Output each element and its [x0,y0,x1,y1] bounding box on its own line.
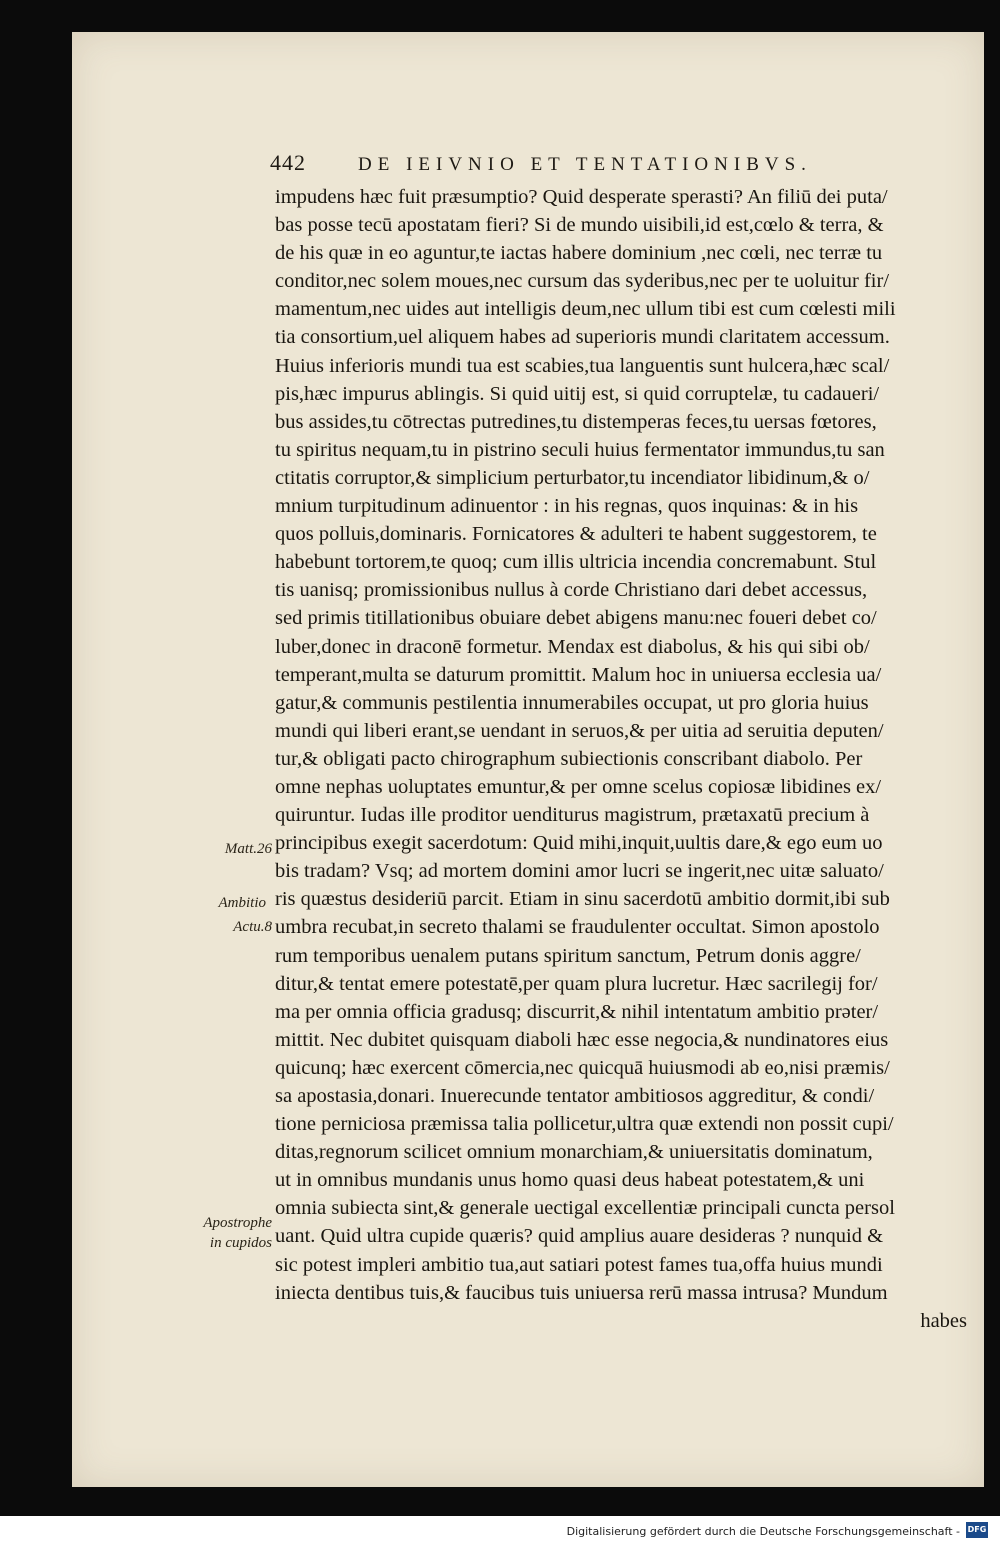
text-line: tione perniciosa præmissa talia pollicetur,ultra quæ extendi non possit cupi/ [275,1113,894,1136]
text-line: de his quæ in eo aguntur,te iactas habere dominium ,nec cœli, nec terræ tu [275,242,883,265]
margin-note-ambitio: Ambitio [218,895,266,911]
text-line: quiruntur. Iudas ille proditor uenditurus magistrum, prætaxatū precium à [275,804,870,827]
text-line: quicunq; hæc exercent cōmercia,nec quicquā huiusmodi ab eo,nisi præmis/ [275,1056,890,1079]
text-line: omne nephas uoluptates emuntur,& per omne scelus copiosæ libidines ex/ [275,775,882,798]
margin-note-matt: Matt.26 [224,841,272,857]
text-line: ctitatis corruptor,& simplicium perturbator,tu incendiator libidinum,& o/ [275,466,870,489]
digitization-credit: Digitalisierung gefördert durch die Deutsche Forschungsgemeinschaft - [566,1525,960,1538]
text-line: tia consortium,uel aliquem habes ad superioris mundi claritatem accessum. [275,326,890,349]
text-line: luber,donec in draconē formetur. Mendax est diabolus, & his qui sibi ob/ [275,635,870,658]
text-line: habebunt tortorem,te quoq; cum illis ultricia incendia concremabunt. Stul [275,551,877,574]
text-line: tur,& obligati pacto chirographum subiectionis conscribant diabolo. Per [275,747,863,770]
text-line: pis,hæc impurus ablingis. Si quid uitij est, si quid corruptelæ, tu cadaueri/ [275,382,880,405]
text-line: sed primis titillationibus obuiare debet abigens manu:nec foueri debet co/ [275,607,877,630]
text-line: bas posse tecū apostatam fieri? Si de mundo uisibili,id est,cœlo & terra, & [275,214,884,237]
dfg-logo: DFG [966,1522,988,1538]
text-line: mamentum,nec uides aut intelligis deum,nec ullum tibi est cum cœlesti mili [275,298,896,321]
text-line: ditur,& tentat emere potestatē,per quam plura lucretur. Hæc sacrilegij for/ [275,972,878,995]
text-line: ditas,regnorum scilicet omnium monarchiam,& uniuersitatis dominatum, [275,1141,873,1164]
text-line: quos polluis,dominaris. Fornicatores & adulteri te habent suggestorem, te [275,523,877,546]
margin-note-actu: Actu.8 [233,919,272,935]
text-line: mnium turpitudinum adinuentor : in his regnas, quos inquinas: & in his [275,495,859,518]
folio-number: 442 [270,150,306,175]
text-line: uant. Quid ultra cupide quæris? quid amplius auare desideras ? nunquid & [275,1225,884,1248]
body-text [275,183,967,1335]
text-line: iniecta dentibus tuis,& faucibus tuis uniuersa rerū massa intrusa? Mundum [275,1281,888,1304]
text-line: gatur,& communis pestilentia innumerabiles occupat, ut pro gloria huius [275,691,869,714]
text-line: umbra recubat,in secreto thalami se fraudulenter occultat. Simon apostolo [275,916,880,939]
text-line: impudens hæc fuit præsumptio? Quid desperate sperasti? An filiū dei puta/ [275,186,888,208]
text-line: mittit. Nec dubitet quisquam diaboli hæc esse negocia,& nundinatores eius [275,1028,889,1051]
text-line: tis uanisq; promissionibus nullus à corde Christiano dari debet accessus, [275,579,868,602]
text-line: ut in omnibus mundanis unus homo quasi deus habeat potestatem,& uni [275,1169,865,1192]
text-line: rum temporibus uenalem putans spiritum sanctum, Petrum donis aggre/ [275,944,861,967]
text-line: mundi qui liberi erant,se uendant in seruos,& per uitia ad seruitia deputen/ [275,719,884,742]
text-line: sa apostasia,donari. Inuerecunde tentator ambitiosos aggreditur, & condi/ [275,1085,875,1107]
running-title: DE IEIVNIO ET TENTATIONIBVS. [358,154,812,175]
text-line: sic potest impleri ambitio tua,aut satiari potest fames tua,offa huius mundi [275,1253,883,1276]
text-line: bis tradam? Vsq; ad mortem domini amor lucri se ingerit,nec uitæ saluato/ [275,860,884,883]
text-line: ma per omnia officia gradusq; discurrit,& nihil intentatum ambitio prәter/ [275,1000,879,1023]
text-line: bus assides,tu cōtrectas putredines,tu distemperas feces,tu uersas fœtores, [275,410,877,433]
page-header [270,150,930,180]
text-line: conditor,nec solem moues,nec cursum das syderibus,nec per te uoluitur fir/ [275,270,890,293]
text-line: principibus exegit sacerdotum: Quid mihi,inquit,uultis dare,& ego eum uo [275,832,883,855]
margin-note-apostrophe: Apostrophe [203,1215,272,1231]
text-line: tu spiritus nequam,tu in pistrino seculi huius fermentator immundus,tu san [275,438,885,461]
margin-note-in-cupidos: in cupidos [209,1235,272,1251]
text-line: habes [920,1309,967,1332]
text-line: Huius inferioris mundi tua est scabies,tua languentis sunt hulcera,hæc scal/ [275,354,890,377]
text-line: ris quæstus desideriū parcit. Etiam in sinu sacerdotū ambitio dormit,ibi sub [275,888,890,911]
text-line: omnia subiecta sint,& generale uectigal excellentiæ principali cuncta persol [275,1197,895,1220]
text-line: temperant,multa se daturum promittit. Malum hoc in uniuersa ecclesia ua/ [275,663,882,686]
